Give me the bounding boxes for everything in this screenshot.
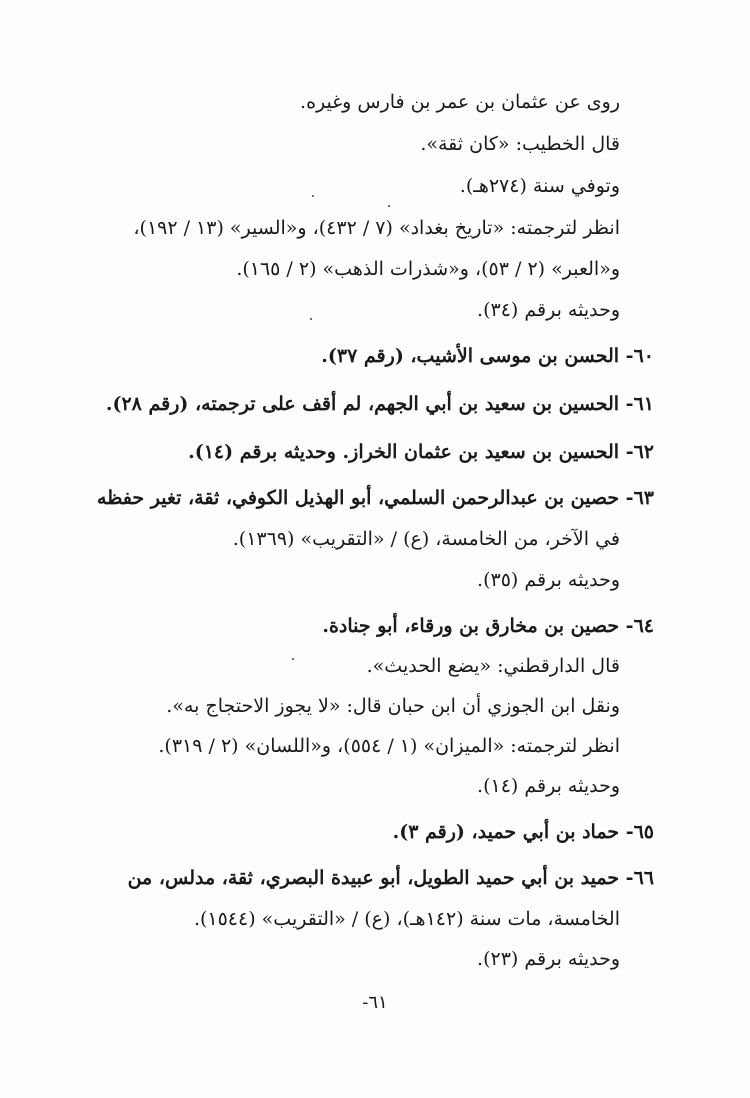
text-line: انظر لترجمته: «الميزان» (١ / ٥٥٤)، و«اللسان» (٢ / ٣١٩). [158,735,620,757]
text-line: الخامسة، مات سنة (١٤٢هـ)، (ع) / «التقريب» (١٥٤٤). [193,908,620,930]
scan-speck [312,195,314,197]
scan-speck [388,205,390,207]
text-line: في الآخر، من الخامسة، (ع) / «التقريب» (١٣٦٩). [232,528,620,550]
entry-64: ٦٤- حصين بن مخارق بن ورقاء، أبو جنادة. [322,615,654,637]
entry-60: ٦٠- الحسن بن موسى الأشيب، (رقم ٣٧). [321,345,654,367]
text-line: وتوفي سنة (٢٧٤هـ). [459,175,620,197]
scan-speck [310,318,312,320]
text-line: ونقل ابن الجوزي أن ابن حبان قال: «لا يجوز الاحتجاج به». [166,695,620,717]
text-line: انظر لترجمته: «تاريخ بغداد» (٧ / ٤٣٢)، و«السير» (١٣ / ١٩٢)، [133,217,620,239]
entry-61: ٦١- الحسين بن سعيد بن أبي الجهم، لم أقف على ترجمته، (رقم ٢٨). [105,393,654,415]
text-line: وحديثه برقم (٣٥). [477,569,620,591]
scan-speck [292,658,294,660]
text-line: و«العبر» (٢ / ٥٣)، و«شذرات الذهب» (٢ / ١٦٥). [236,258,620,280]
text-line: وحديثه برقم (٢٣). [477,948,620,970]
entry-65: ٦٥- حماد بن أبي حميد، (رقم ٣). [392,821,654,843]
text-line: وحديثه برقم (٣٤). [477,299,620,321]
entry-66: ٦٦- حميد بن أبي حميد الطويل، أبو عبيدة البصري، ثقة، مدلس، من [127,867,654,889]
text-line: روى عن عثمان بن عمر بن فارس وغيره. [300,91,620,113]
entry-63: ٦٣- حصين بن عبدالرحمن السلمي، أبو الهذيل الكوفي، ثقة، تغير حفظه [97,487,654,509]
text-line: قال الخطيب: «كان ثقة». [420,133,620,155]
text-line: قال الدارقطني: «يضع الحديث». [366,655,620,677]
entry-62: ٦٢- الحسين بن سعيد بن عثمان الخراز. وحديثه برقم (١٤). [188,441,654,463]
page-number: -٦١ [362,992,388,1013]
text-line: وحديثه برقم (١٤). [477,775,620,797]
